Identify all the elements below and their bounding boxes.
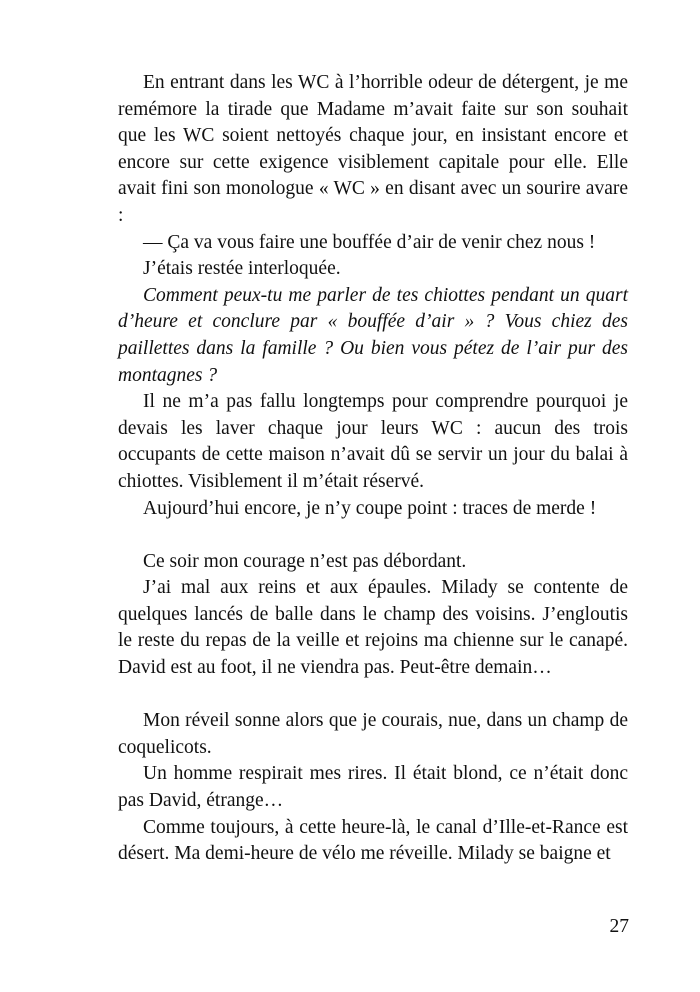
paragraph-ce-soir: Ce soir mon courage n’est pas débordant. [143,550,467,572]
paragraph-mal-aux-reins: J’ai mal aux reins et aux épaules. Milady se contente de quelques lancés de balle dans le champ des voisins. J’engloutis le reste du repas de la veille et rejoins ma chienne sur le canapé. David est au foot, il ne viendra pas. Peut-être demain… [118,577,628,679]
paragraph-reveil: Mon réveil sonne alors que je courais, nue, dans un champ de coquelicots. [118,710,628,758]
paragraph-wc-memory: En entrant dans les WC à l’horrible odeur de détergent, je me remémore la tirade que Madame m’avait faite sur son souhait que les WC soient nettoyés chaque jour, en insistant encore et encore sur cette exigence visiblement capitale pour elle. Elle avait fini son monologue « WC » en disant avec un sourire avare : [118,72,628,226]
paragraph-canal: Comme toujours, à cette heure-là, le canal d’Ille-et-Rance est désert. Ma demi-heure de vélo me réveille. Milady se baigne et [118,816,628,865]
paragraph-inner-thought: Comment peux-tu me parler de tes chiottes pendant un quart d’heure et conclure par « bouffée d’air » ? Vous chiez des paillettes dans la famille ? Ou bien vous pétez de l’air pur des montagnes ? [118,284,628,386]
paragraph-aujourdhui: Aujourd’hui encore, je n’y coupe point : traces de merde ! [143,497,597,519]
paragraph-interloquee: J’étais restée interloquée. [143,258,341,280]
page-number: 27 [609,916,629,937]
paragraph-balai: Il ne m’a pas fallu longtemps pour comprendre pourquoi je devais les laver chaque jour leurs WC : aucun des trois occupants de cette maison n’avait dû se servir un jour du balai à chiottes. Visiblement il m’était réservé. [118,391,628,492]
page-body [118,70,628,868]
paragraph-dialogue: — Ça va vous faire une bouffée d’air de venir chez nous ! [143,231,596,253]
paragraph-homme-blond: Un homme respirait mes rires. Il était blond, ce n’était donc pas David, étrange… [118,763,628,812]
